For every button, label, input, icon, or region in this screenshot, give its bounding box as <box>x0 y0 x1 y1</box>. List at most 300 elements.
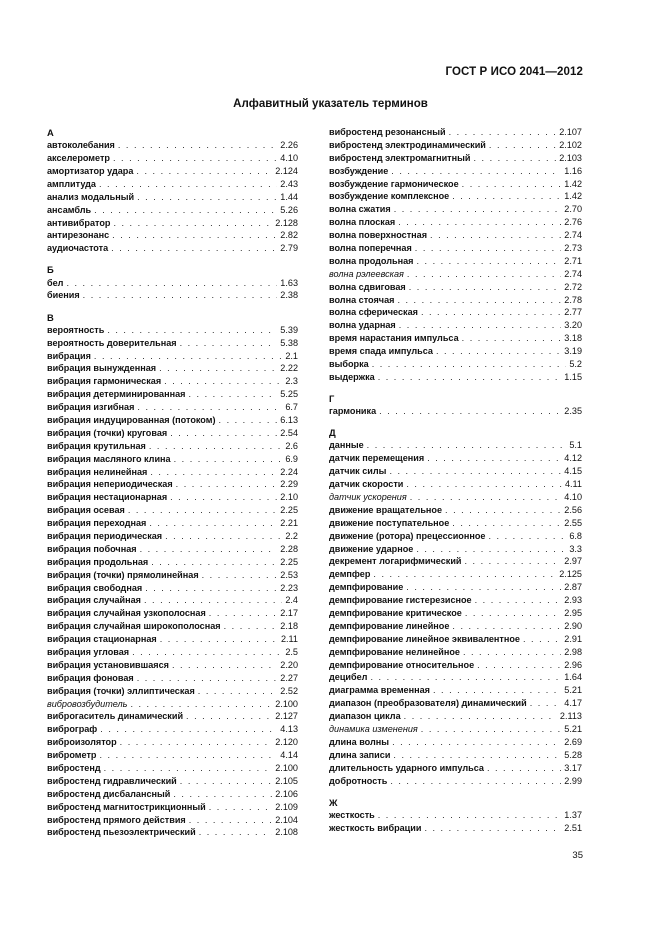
index-entry <box>47 723 298 736</box>
index-entry <box>329 710 582 723</box>
index-term: вибрация детерминированная <box>47 389 186 400</box>
index-term: вибрация побочная <box>47 543 137 554</box>
index-entry <box>47 362 298 375</box>
index-reference: 4.10 <box>280 153 298 164</box>
dot-leader <box>173 788 272 801</box>
index-reference: 5.39 <box>280 324 298 335</box>
index-term: длина волны <box>329 736 390 747</box>
index-entry <box>47 350 298 363</box>
dot-leader <box>399 319 562 332</box>
index-entry <box>47 569 298 582</box>
index-term: вибрация вынужденная <box>47 363 157 374</box>
index-entry <box>47 491 298 504</box>
index-entry <box>329 229 582 242</box>
index-term: длительность ударного импульса <box>329 762 484 773</box>
index-term: вибрация периодическая <box>47 530 163 541</box>
index-entry <box>329 478 582 491</box>
index-reference: 4.13 <box>280 724 298 735</box>
dot-leader <box>180 337 278 350</box>
index-entry <box>329 543 582 556</box>
index-term: возбуждение гармоническое <box>329 178 459 189</box>
dot-leader <box>398 216 561 229</box>
index-reference: 5.21 <box>564 685 582 696</box>
dot-leader <box>132 646 282 659</box>
index-reference: 2.76 <box>564 217 582 228</box>
index-entry <box>329 555 582 568</box>
index-term: диаграмма временная <box>329 685 430 696</box>
index-reference: 2.109 <box>275 801 298 812</box>
dot-leader <box>465 555 562 568</box>
dot-leader <box>172 659 277 672</box>
index-reference: 6.8 <box>569 530 582 541</box>
dot-leader <box>94 350 282 363</box>
dot-leader <box>111 242 277 255</box>
index-term: вибростенд прямого действия <box>47 814 186 825</box>
index-entry <box>47 749 298 762</box>
index-term: вибрация продольная <box>47 556 149 567</box>
index-entry <box>329 594 582 607</box>
dot-leader <box>164 375 282 388</box>
index-entry <box>47 775 298 788</box>
index-term: волна поверхностная <box>329 230 428 241</box>
index-entry <box>47 229 298 242</box>
dot-leader <box>170 427 277 440</box>
index-term: вибрация случайная <box>47 595 141 606</box>
dot-leader <box>370 671 561 684</box>
index-term: вибростенд электромагнитный <box>329 152 471 163</box>
index-reference: 2.74 <box>564 230 582 241</box>
dot-leader <box>489 139 556 152</box>
dot-leader <box>463 646 561 659</box>
dot-leader <box>416 255 561 268</box>
index-entry <box>329 178 582 191</box>
dot-leader <box>137 191 277 204</box>
index-term: диапазон (преобразователя) динамический <box>329 698 527 709</box>
index-term: виброизолятор <box>47 737 117 748</box>
index-term: датчик перемещения <box>329 453 425 464</box>
index-term: вибрация фоновая <box>47 672 134 683</box>
index-entry <box>329 255 582 268</box>
dot-leader <box>83 289 278 302</box>
index-entry <box>329 203 582 216</box>
index-term: гармоника <box>329 406 377 417</box>
dot-leader <box>379 405 561 418</box>
index-term: антивибратор <box>47 217 111 228</box>
index-term: амплитуда <box>47 178 96 189</box>
index-entry <box>329 371 582 384</box>
index-term: автоколебания <box>47 140 115 151</box>
dot-leader <box>144 594 282 607</box>
index-entry <box>329 659 582 672</box>
dot-leader <box>394 203 562 216</box>
index-entry <box>47 478 298 491</box>
index-reference: 2.125 <box>559 569 582 580</box>
index-reference: 2.100 <box>275 763 298 774</box>
index-column-left <box>47 126 298 848</box>
dot-leader <box>475 594 562 607</box>
index-entry <box>329 242 582 255</box>
index-term: возбуждение комплексное <box>329 191 450 202</box>
index-reference: 2.108 <box>275 827 298 838</box>
index-reference: 2.73 <box>564 243 582 254</box>
index-entry <box>47 178 298 191</box>
index-entry <box>47 466 298 479</box>
index-term: вибрация случайная широкополосная <box>47 621 221 632</box>
index-reference: 3.18 <box>564 333 582 344</box>
dot-leader <box>421 306 561 319</box>
dot-leader <box>452 517 561 530</box>
index-term: вероятность <box>47 324 105 335</box>
index-term: вибрация (точки) прямолинейная <box>47 569 199 580</box>
index-section <box>329 126 582 384</box>
index-term: движение ударное <box>329 543 414 554</box>
index-entry <box>47 453 298 466</box>
index-reference: 2.74 <box>564 268 582 279</box>
index-term: данные <box>329 440 364 451</box>
index-reference: 2.18 <box>280 621 298 632</box>
index-reference: 2.17 <box>280 608 298 619</box>
index-section <box>329 426 582 787</box>
index-entry <box>47 530 298 543</box>
index-reference: 2.120 <box>275 737 298 748</box>
index-reference: 2.43 <box>280 178 298 189</box>
dot-leader <box>389 465 561 478</box>
index-term: анализ модальный <box>47 191 135 202</box>
index-reference: 2.27 <box>280 672 298 683</box>
index-term: вибрация индуцированная (потоком) <box>47 414 216 425</box>
index-reference: 2.5 <box>285 647 298 657</box>
index-term: вибрация случайная узкополосная <box>47 608 206 619</box>
index-reference: 1.64 <box>564 672 582 683</box>
index-term: вибрация непериодическая <box>47 479 173 490</box>
index-term: возбуждение <box>329 165 389 176</box>
index-reference: 2.127 <box>275 711 298 722</box>
dot-leader <box>66 277 277 290</box>
dot-leader <box>410 491 562 504</box>
index-entry <box>47 607 298 620</box>
dot-leader <box>186 710 272 723</box>
index-entry <box>47 152 298 165</box>
index-entry <box>47 788 298 801</box>
index-entry <box>47 736 298 749</box>
dot-leader <box>128 504 277 517</box>
index-reference: 2.29 <box>280 479 298 490</box>
index-entry <box>47 324 298 337</box>
index-entry <box>329 152 582 165</box>
index-reference: 2.21 <box>280 518 298 529</box>
section-letter: Ж <box>329 796 338 808</box>
index-entry <box>47 517 298 530</box>
index-term: вибрация (точки) эллиптическая <box>47 685 195 696</box>
index-entry <box>329 517 582 530</box>
dot-leader <box>199 826 273 839</box>
document-header: ГОСТ Р ИСО 2041—2012 <box>445 66 583 78</box>
index-entry <box>47 277 298 290</box>
index-entry <box>329 607 582 620</box>
index-term: вибрация изгибная <box>47 402 135 413</box>
dot-leader <box>165 530 282 543</box>
index-term: вибровозбудитель <box>47 698 128 709</box>
index-term: антирезонанс <box>47 230 110 241</box>
index-term: выдержка <box>329 371 375 382</box>
dot-leader <box>100 723 277 736</box>
index-reference: 2.100 <box>275 698 298 709</box>
index-reference: 1.44 <box>280 191 298 202</box>
index-entry <box>47 672 298 685</box>
index-term: вибрация переходная <box>47 518 147 529</box>
index-term: диапазон цикла <box>329 711 401 722</box>
dot-leader <box>397 294 561 307</box>
dot-leader <box>367 439 567 452</box>
dot-leader <box>452 190 561 203</box>
index-entry <box>329 294 582 307</box>
index-reference: 2.77 <box>564 307 582 318</box>
index-term: амортизатор удара <box>47 165 134 176</box>
index-entry <box>47 762 298 775</box>
index-reference: 4.10 <box>564 492 582 503</box>
index-reference: 2.55 <box>564 517 582 528</box>
page-title: Алфавитный указатель терминов <box>233 98 428 110</box>
index-entry <box>329 671 582 684</box>
index-entry <box>329 775 582 788</box>
index-term: движение (ротора) прецессионное <box>329 530 486 541</box>
index-entry <box>47 204 298 217</box>
index-entry <box>47 633 298 646</box>
dot-leader <box>170 491 277 504</box>
index-entry <box>329 332 582 345</box>
index-term: акселерометр <box>47 153 110 164</box>
index-term: волна поперечная <box>329 243 412 254</box>
index-reference: 2.4 <box>285 595 298 606</box>
index-term: бел <box>47 277 64 288</box>
index-entry <box>47 594 298 607</box>
dot-leader <box>452 620 561 633</box>
dot-leader <box>189 814 273 827</box>
index-entry <box>47 685 298 698</box>
index-term: биения <box>47 290 80 301</box>
index-term: виброгаситель динамический <box>47 711 184 722</box>
index-term: датчик силы <box>329 466 387 477</box>
dot-leader <box>149 440 282 453</box>
index-entry <box>47 698 298 711</box>
index-term: вибрация крутильная <box>47 440 146 451</box>
index-term: жесткость вибрации <box>329 822 422 833</box>
index-entry <box>329 465 582 478</box>
index-reference: 5.21 <box>564 724 582 735</box>
index-reference: 4.11 <box>564 479 582 490</box>
index-entry <box>329 530 582 543</box>
index-reference: 2.107 <box>559 127 582 137</box>
index-entry <box>47 620 298 633</box>
index-term: волна сферическая <box>329 307 418 318</box>
index-reference: 2.2 <box>285 530 298 541</box>
index-term: вибрация угловая <box>47 647 130 657</box>
index-reference: 2.1 <box>285 350 298 361</box>
index-reference: 2.104 <box>275 814 298 825</box>
index-entry <box>329 268 582 281</box>
index-term: волна сдвиговая <box>329 281 406 292</box>
index-term: вибрация нестационарная <box>47 492 168 503</box>
index-entry <box>329 633 582 646</box>
index-term: вибростенд резонансный <box>329 127 446 137</box>
index-entry <box>329 723 582 736</box>
dot-leader <box>391 165 561 178</box>
dot-leader <box>406 478 562 491</box>
dot-leader <box>137 672 278 685</box>
dot-leader <box>188 388 277 401</box>
index-reference: 2.96 <box>564 659 582 670</box>
index-entry <box>47 801 298 814</box>
index-entry <box>329 749 582 762</box>
index-reference: 2.93 <box>564 595 582 606</box>
index-reference: 1.63 <box>280 277 298 288</box>
dot-leader <box>462 178 562 191</box>
index-entry <box>47 646 298 659</box>
index-term: ансамбль <box>47 204 92 215</box>
dot-leader <box>372 358 567 371</box>
index-term: волна плоская <box>329 217 396 228</box>
index-reference: 2.25 <box>280 505 298 516</box>
index-entry <box>329 809 582 822</box>
index-entry <box>329 504 582 517</box>
index-reference: 2.23 <box>280 582 298 593</box>
index-term: демпфирование линейное <box>329 620 450 631</box>
index-reference: 5.26 <box>280 204 298 215</box>
dot-leader <box>140 543 278 556</box>
index-reference: 2.79 <box>280 243 298 254</box>
dot-leader <box>94 204 277 217</box>
index-reference: 6.13 <box>280 414 298 425</box>
index-section <box>47 126 298 255</box>
index-reference: 2.11 <box>280 634 298 645</box>
index-reference: 3.3 <box>569 543 582 554</box>
index-reference: 2.51 <box>564 822 582 833</box>
index-entry <box>47 504 298 517</box>
index-reference: 2.20 <box>280 659 298 670</box>
index-reference: 2.72 <box>564 281 582 292</box>
index-entry <box>329 281 582 294</box>
index-term: аудиочастота <box>47 243 109 254</box>
dot-leader <box>130 698 272 711</box>
dot-leader <box>378 809 562 822</box>
index-term: волна сжатия <box>329 204 391 215</box>
index-reference: 2.71 <box>564 255 582 266</box>
index-entry <box>329 646 582 659</box>
index-reference: 3.19 <box>564 346 582 357</box>
index-entry <box>47 388 298 401</box>
index-entry <box>47 337 298 350</box>
index-reference: 3.17 <box>564 762 582 773</box>
index-entry <box>329 581 582 594</box>
dot-leader <box>421 723 562 736</box>
index-term: демпфирование нелинейное <box>329 646 460 657</box>
dot-leader <box>392 736 561 749</box>
dot-leader <box>174 453 283 466</box>
index-reference: 5.2 <box>569 359 582 370</box>
dot-leader <box>209 801 272 814</box>
dot-leader <box>149 517 277 530</box>
index-entry <box>329 568 582 581</box>
index-reference: 5.25 <box>280 389 298 400</box>
index-column-right <box>329 126 582 843</box>
index-reference: 2.97 <box>564 556 582 567</box>
index-term: волна стоячая <box>329 294 395 305</box>
dot-leader <box>104 762 273 775</box>
index-entry <box>329 216 582 229</box>
index-entry <box>47 710 298 723</box>
index-reference: 2.82 <box>280 230 298 241</box>
index-section <box>329 796 582 835</box>
index-term: вибростенд магнитострикционный <box>47 801 206 812</box>
index-entry <box>329 452 582 465</box>
index-reference: 2.26 <box>280 140 298 151</box>
index-entry <box>47 826 298 839</box>
index-reference: 2.25 <box>280 556 298 567</box>
index-term: демпфирование критическое <box>329 608 462 619</box>
dot-leader <box>530 697 562 710</box>
index-reference: 2.91 <box>564 633 582 644</box>
index-entry <box>47 375 298 388</box>
index-reference: 2.128 <box>275 217 298 228</box>
index-entry <box>47 659 298 672</box>
index-term: вибрация масляного клина <box>47 453 171 464</box>
index-reference: 2.28 <box>280 543 298 554</box>
index-entry <box>47 543 298 556</box>
index-entry <box>329 762 582 775</box>
index-entry <box>47 139 298 152</box>
section-letter: Г <box>329 393 335 404</box>
dot-leader <box>209 607 278 620</box>
index-term: вибрация стационарная <box>47 634 157 645</box>
index-section <box>47 263 298 302</box>
dot-leader <box>477 659 561 672</box>
section-letter: В <box>47 311 54 323</box>
index-reference: 1.15 <box>564 371 582 382</box>
index-term: вибростенд гидравлический <box>47 775 177 786</box>
index-reference: 1.37 <box>564 809 582 820</box>
index-entry <box>47 401 298 414</box>
dot-leader <box>474 152 557 165</box>
index-term: виброметр <box>47 750 97 761</box>
index-reference: 2.113 <box>559 711 582 722</box>
index-term: движение вращательное <box>329 504 443 515</box>
index-reference: 2.87 <box>564 582 582 593</box>
dot-leader <box>99 178 277 191</box>
index-term: датчик скорости <box>329 479 404 490</box>
index-entry <box>329 190 582 203</box>
dot-leader <box>487 762 561 775</box>
index-reference: 1.42 <box>564 191 582 202</box>
index-entry <box>329 139 582 152</box>
index-entry <box>329 684 582 697</box>
index-reference: 2.35 <box>564 406 582 417</box>
section-letter: Д <box>329 427 336 439</box>
dot-leader <box>430 229 561 242</box>
index-reference: 2.22 <box>280 363 298 374</box>
index-reference: 2.95 <box>564 608 582 619</box>
dot-leader <box>112 229 277 242</box>
dot-leader <box>406 581 561 594</box>
index-reference: 2.10 <box>280 492 298 503</box>
index-reference: 2.69 <box>564 736 582 747</box>
dot-leader <box>180 775 272 788</box>
index-entry <box>329 620 582 633</box>
dot-leader <box>219 414 278 427</box>
dot-leader <box>99 749 277 762</box>
index-term: демпфер <box>329 569 371 580</box>
index-reference: 2.53 <box>280 569 298 580</box>
dot-leader <box>427 452 561 465</box>
